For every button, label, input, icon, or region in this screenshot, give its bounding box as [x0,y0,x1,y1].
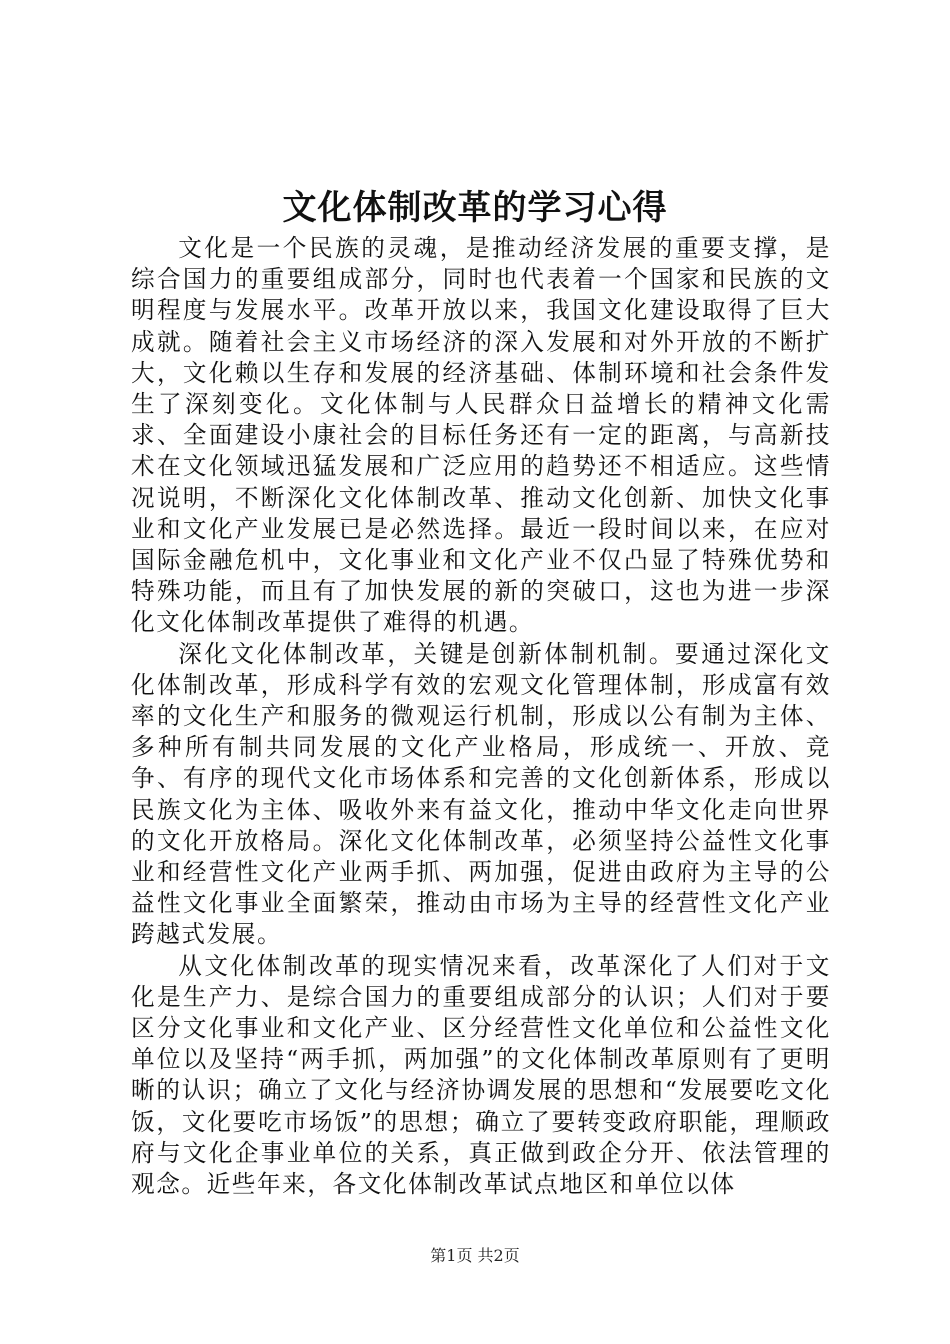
document-title: 文化体制改革的学习心得 [282,188,668,228]
paragraph-1: 文化是一个民族的灵魂，是推动经济发展的重要支撑，是综合国力的重要组成部分，同时也代表着一个国家和民族的文明程度与发展水平。改革开放以来，我国文化建设取得了巨大成就。随着社会主义市场经济的深入发展和对外开放的不断扩大，文化赖以生存和发展的经济基础、体制环境和社会条件发生了深刻变化。文化体制与人民群众日益增长的精神文化需求、全面建设小康社会的目标任务还有一定的距离，与高新技术在文化领域迅猛发展和广泛应用的趋势还不相适应。这些情况说明，不断深化文化体制改革、推动文化创新、加快文化事业和文化产业发展已是必然选择。最近一段时间以来，在应对国际金融危机中，文化事业和文化产业不仅凸显了特殊优势和特殊功能，而且有了加快发展的新的突破口，这也为进一步深化文化体制改革提供了难得的机遇。 [131,234,831,637]
paragraph-2: 深化文化体制改革，关键是创新体制机制。要通过深化文化体制改革，形成科学有效的宏观文化管理体制，形成富有效率的文化生产和服务的微观运行机制，形成以公有制为主体、多种所有制共同发展的文化产业格局，形成统一、开放、竞争、有序的现代文化市场体系和完善的文化创新体系，形成以民族文化为主体、吸收外来有益文化，推动中华文化走向世界的文化开放格局。深化文化体制改革，必须坚持公益性文化事业和经营性文化产业两手抓、两加强，促进由政府为主导的公益性文化事业全面繁荣，推动由市场为主导的经营性文化产业跨越式发展。 [131,639,831,949]
document-body [131,233,831,1200]
paragraph-3: 从文化体制改革的现实情况来看，改革深化了人们对于文化是生产力、是综合国力的重要组成部分的认识；人们对于要区分文化事业和文化产业、区分经营性文化单位和公益性文化单位以及坚持“两手抓，两加强”的文化体制改革原则有了更明晰的认识；确立了文化与经济协调发展的思想和“发展要吃文化饭，文化要吃市场饭”的思想；确立了要转变政府职能，理顺政府与文化企事业单位的关系，真正做到政企分开、依法管理的观念。近些年来，各文化体制改革试点地区和单位以体 [131,951,831,1199]
page-footer: 第1页 共2页 [430,1246,520,1265]
